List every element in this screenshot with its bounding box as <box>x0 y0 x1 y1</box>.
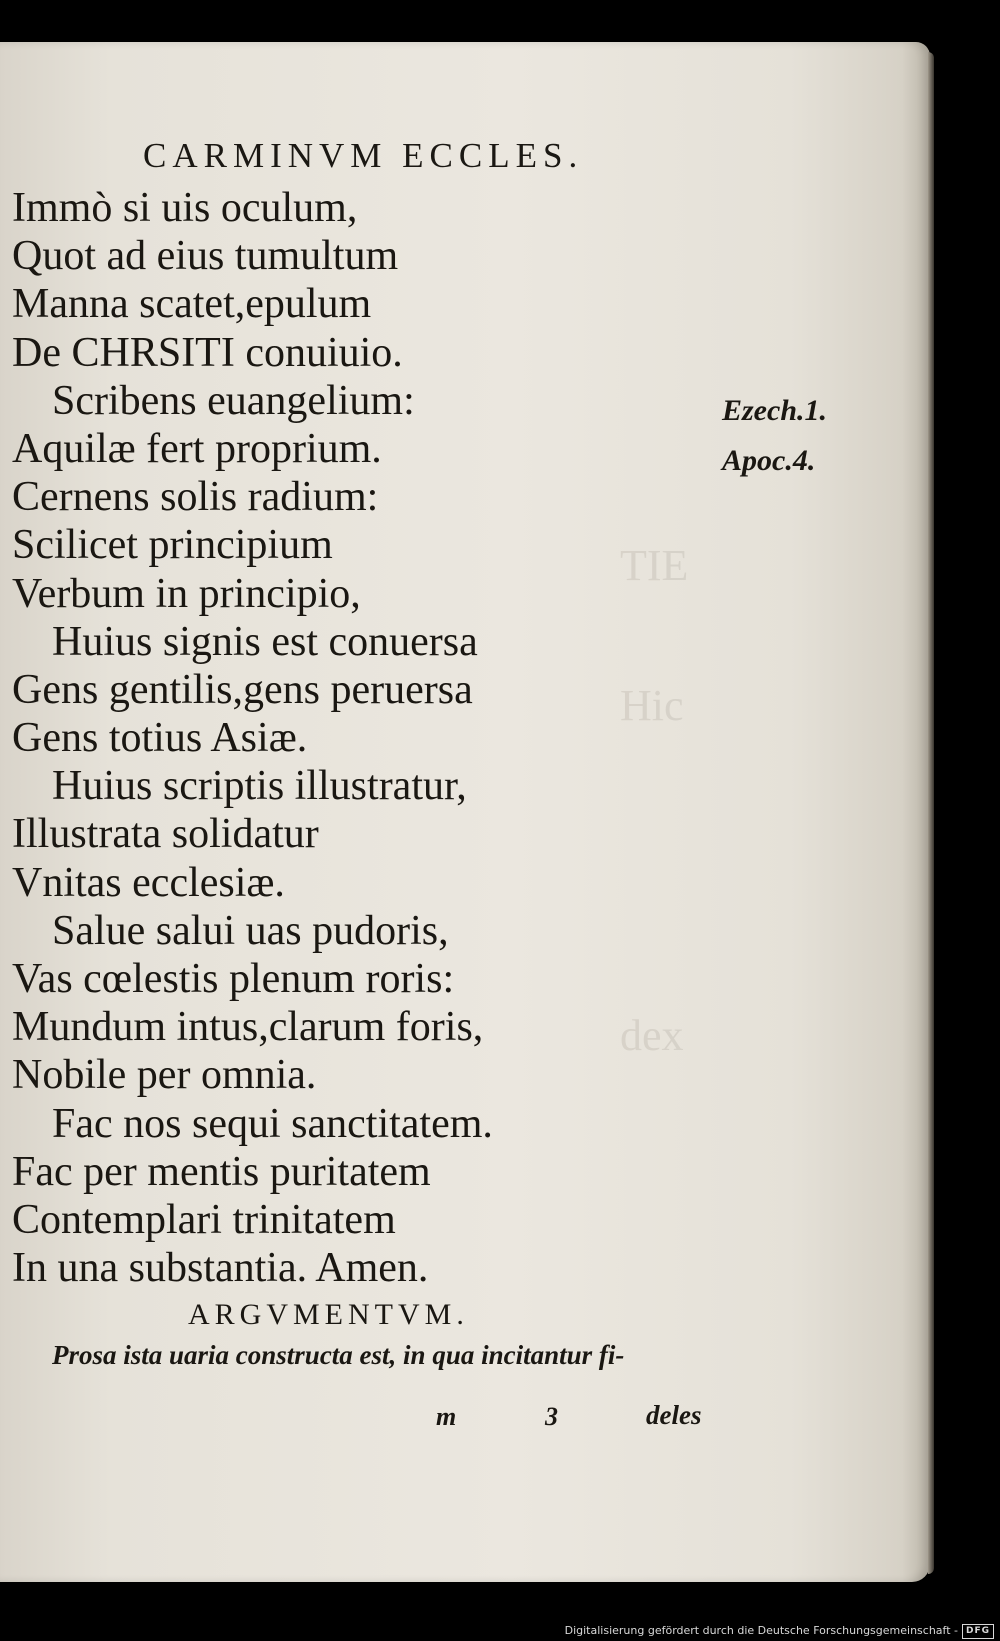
verse-line: Quot ad eius tumultum <box>12 233 399 280</box>
verse-line: Gens gentilis,gens peruersa <box>12 666 473 713</box>
page-edge <box>928 52 934 1574</box>
verse-line: Nobile per omnia. <box>12 1052 317 1099</box>
prose-line: Prosa ista uaria constructa est, in qua incitantur fi- <box>52 1340 625 1370</box>
signature-mark: m <box>436 1402 457 1431</box>
verse-line: Fac per mentis puritatem <box>12 1148 431 1195</box>
verse-line: Huius scriptis illustratur, <box>52 763 467 810</box>
verse-line: In una substantia. Amen. <box>12 1245 429 1292</box>
verse-line: Aquilæ fert proprium. <box>12 425 382 472</box>
footer-credit: Digitalisierung gefördert durch die Deutsche Forschungsgemeinschaft - <box>564 1624 958 1637</box>
catchword: deles <box>646 1400 702 1430</box>
marginal-note: Ezech.1. <box>722 394 827 427</box>
verse-block <box>0 184 700 1292</box>
verse-line: Mundum intus,clarum foris, <box>12 1004 484 1051</box>
show-through-text: TIE <box>620 541 689 590</box>
verse-line: Contemplari trinitatem <box>12 1196 396 1243</box>
dfg-logo-icon: DFG <box>962 1624 994 1639</box>
marginal-note: Apoc.4. <box>722 444 816 477</box>
verse-line: De CHRSITI conuiuio. <box>12 329 403 376</box>
verse-line: Vnitas ecclesiæ. <box>12 859 285 906</box>
verse-line: Huius signis est conuersa <box>52 618 478 665</box>
verse-line: Gens totius Asiæ. <box>12 715 308 762</box>
verse-line: Fac nos sequi sanctitatem. <box>52 1100 493 1147</box>
verse-line: Verbum in principio, <box>12 570 361 617</box>
section-heading: ARGVMENTVM. <box>188 1298 469 1331</box>
verse-line: Scilicet principium <box>12 522 333 569</box>
page-number: 3 <box>545 1402 558 1431</box>
verse-line: Immò si uis oculum, <box>12 185 358 231</box>
verse-line: Vas cœlestis plenum roris: <box>12 956 455 1002</box>
show-through-text: Hic <box>620 681 684 730</box>
show-through-text: dex <box>620 1011 684 1060</box>
running-head: CARMINVM ECCLES. <box>143 136 584 175</box>
verse-line: Illustrata solidatur <box>12 811 319 858</box>
verse-line: Manna scatet,epulum <box>12 281 372 328</box>
verse-line: Cernens solis radium: <box>12 474 379 521</box>
verse-line: Salue salui uas pudoris, <box>52 907 449 954</box>
verse-line: Scribens euangelium: <box>52 377 415 424</box>
